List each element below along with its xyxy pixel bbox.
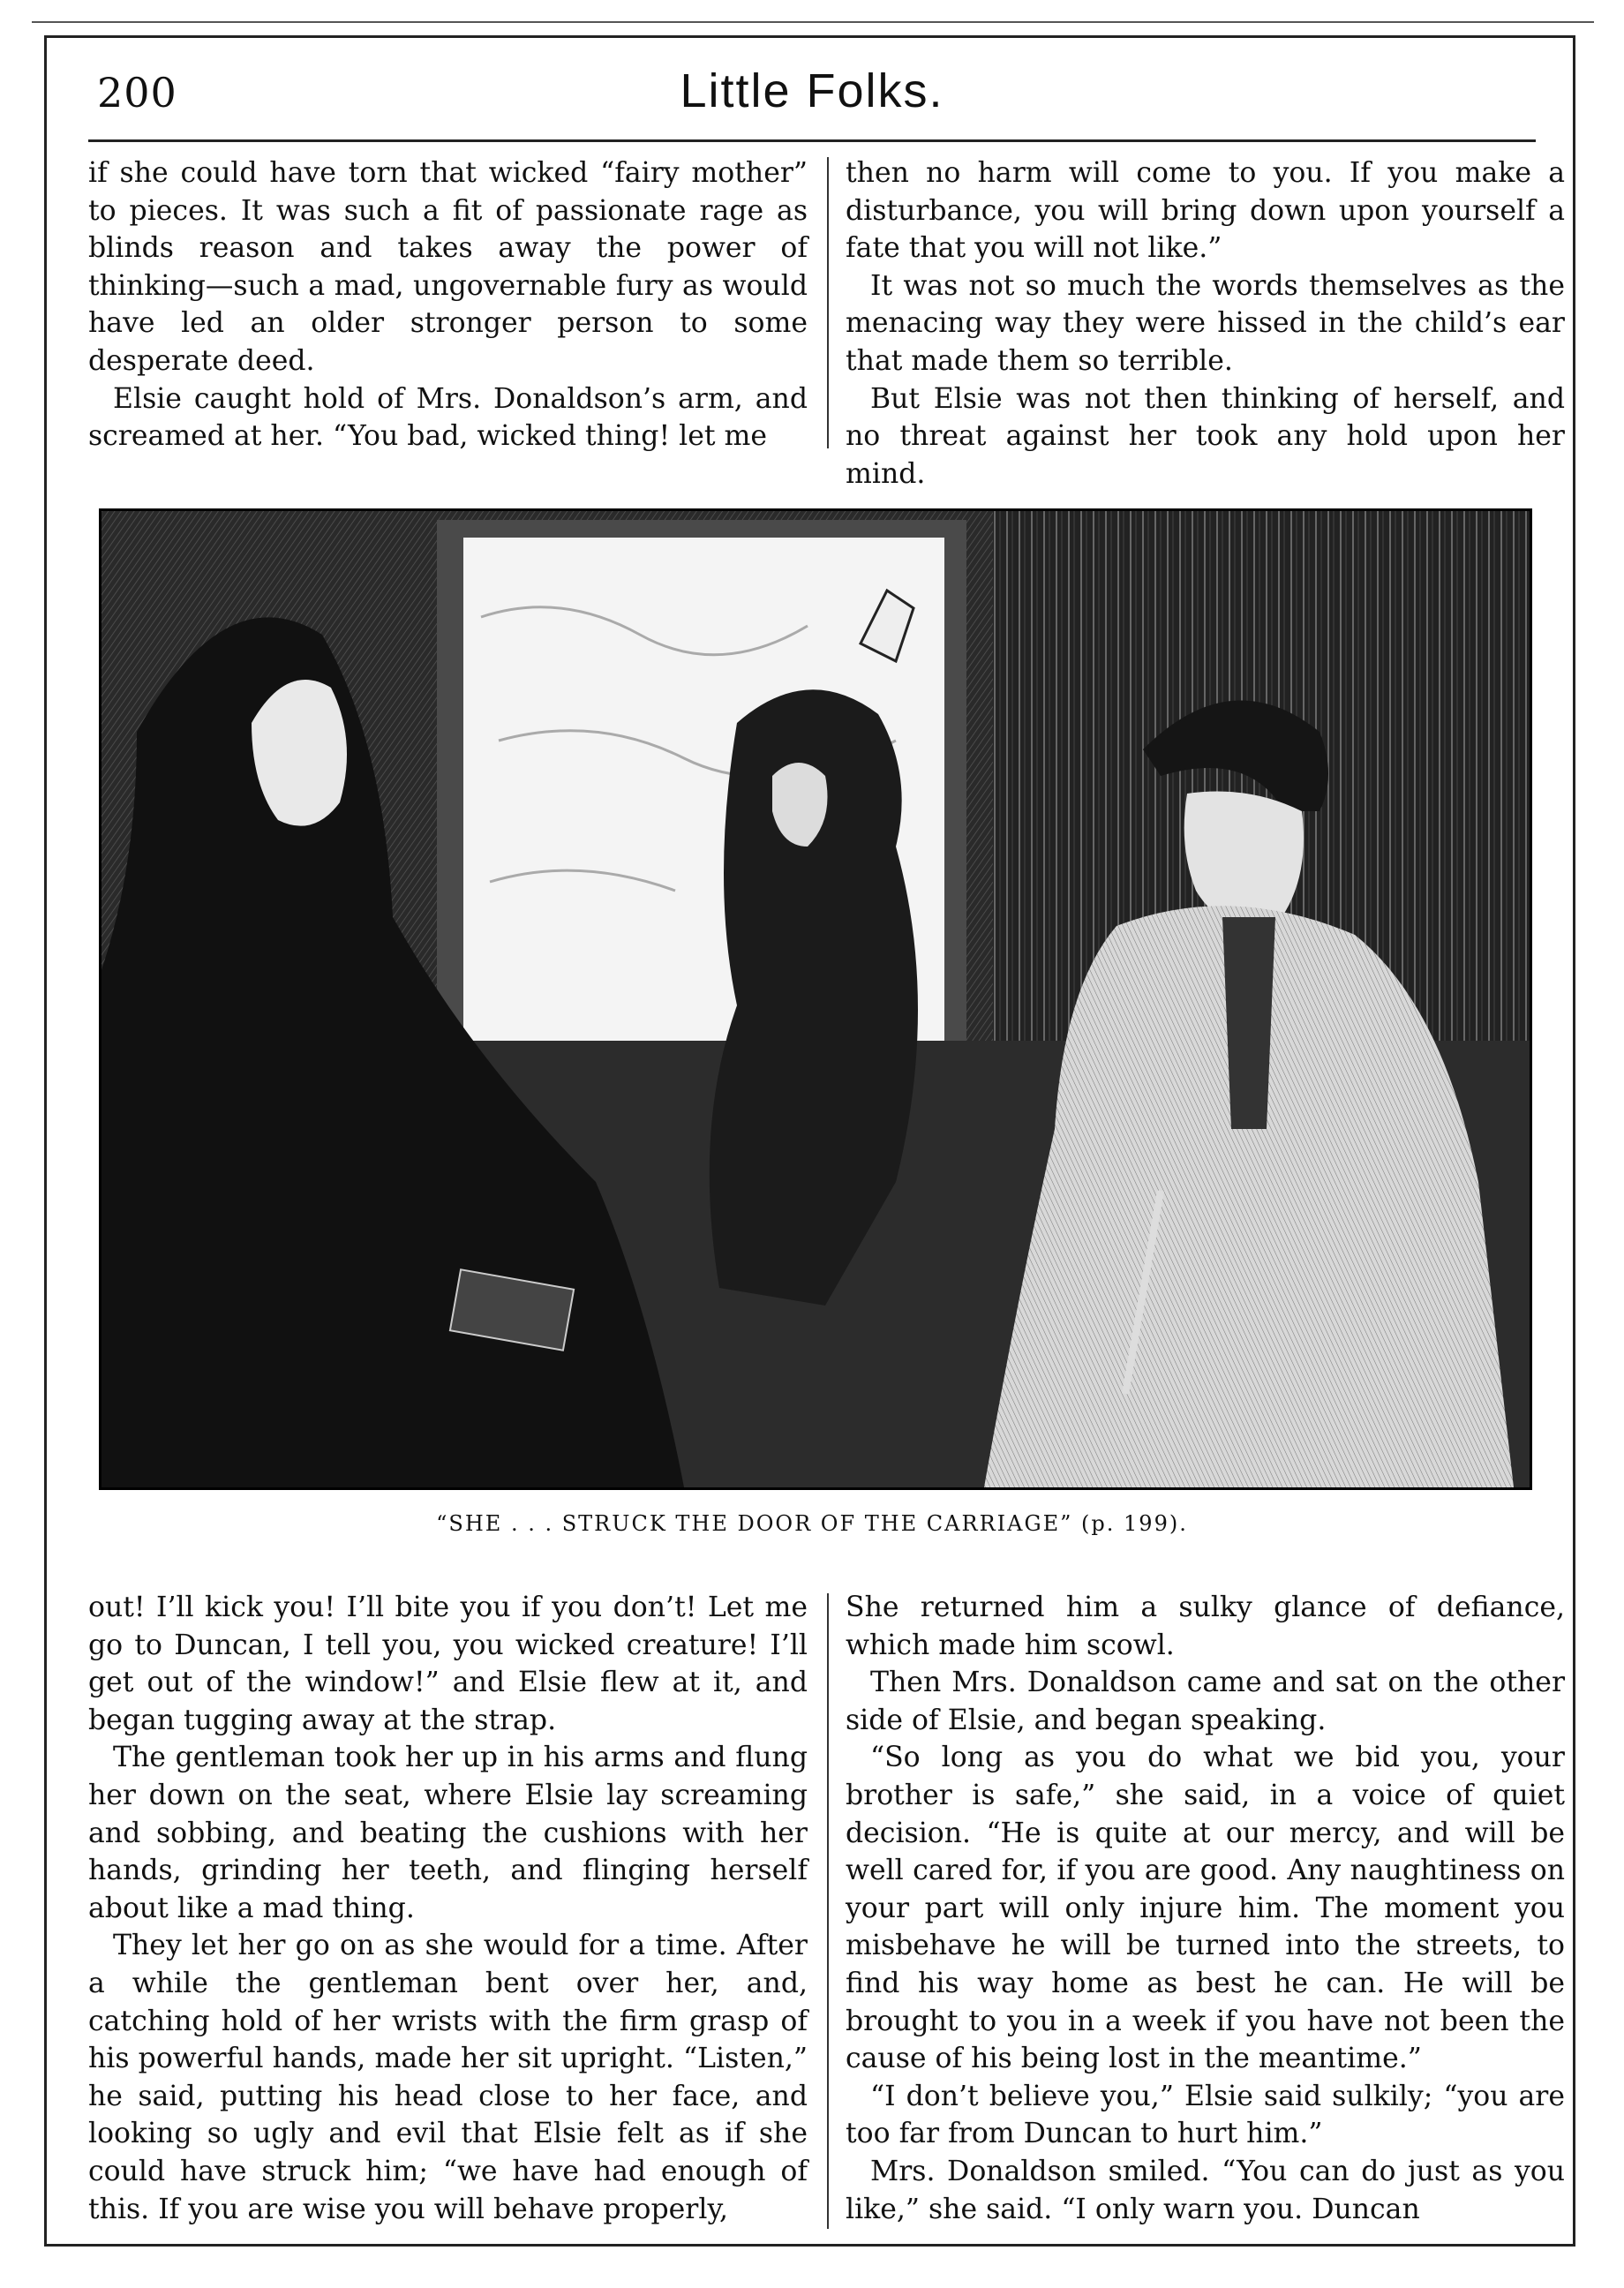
column-divider-bottom (827, 1593, 829, 2229)
paragraph: Elsie caught hold of Mrs. Donaldson’s arm, and screamed at her. “You bad, wicked thing! let me (88, 382, 808, 453)
paragraph: out! I’ll kick you! I’ll bite you if you don’t! Let me go to Duncan, I tell you, you wicked creature! I’ll get out of the window!” and Elsie flew at it, and began tugging away at the strap. (88, 1592, 808, 1736)
top-border-rule (32, 21, 1594, 23)
column-bottom-left (88, 1589, 808, 2228)
paragraph: Then Mrs. Donaldson came and sat on the other side of Elsie, and began speaking. (846, 1667, 1565, 1736)
paragraph: Mrs. Donaldson smiled. “You can do just as you like,” she said. “I only warn you. Duncan (846, 2155, 1565, 2225)
illustration-caption: “SHE . . . STRUCK THE DOOR OF THE CARRIAGE” (p. 199). (436, 1511, 1188, 1536)
running-head-title: Little Folks. (680, 64, 944, 117)
paragraph: They let her go on as she would for a time. After a while the gentleman bent over her, and, catching hold of her wrists with the firm grasp of his powerful hands, made her sit upright. “Listen,” he said, putting his head close to her face, and looking so ugly and evil that Elsie felt as if she could have struck him; “we have had enough of this. If you are wise you will behave properly, (88, 1930, 808, 2225)
column-top-right (846, 154, 1565, 493)
paragraph: then no harm will come to you. If you make a disturbance, you will bring down upon yourself a fate that you will not like.” (846, 157, 1565, 265)
paragraph: It was not so much the words themselves as the menacing way they were hissed in the child’s ear that made them so terrible. (846, 269, 1565, 377)
engraving-illustration (99, 508, 1532, 1490)
paragraph: “So long as you do what we bid you, your brother is safe,” she said, in a voice of quiet decision. “He is quite at our mercy, and will be well cared for, if you are good. Any naughtiness on your part will only injure him. The moment you misbehave he will be turned into the streets, to find his way home as best he can. He will be brought to you in a week if you have not been the cause of his being lost in the meantime.” (846, 1742, 1565, 2075)
column-bottom-right (846, 1589, 1565, 2228)
column-top-left (88, 154, 808, 455)
column-divider-top (827, 157, 829, 448)
header-rule (88, 139, 1536, 142)
page-number: 200 (97, 69, 177, 117)
paragraph: The gentleman took her up in his arms and flung her down on the seat, where Elsie lay screaming and sobbing, and beating the cushions with her hands, grinding her teeth, and flinging herself about like a mad thing. (88, 1742, 808, 1924)
paragraph: “I don’t believe you,” Elsie said sulkily; “you are too far from Duncan to hurt him.” (846, 2080, 1565, 2150)
paragraph: But Elsie was not then thinking of herself, and no threat against her took any hold upon her mind. (846, 382, 1565, 490)
paragraph: if she could have torn that wicked “fairy mother” to pieces. It was such a fit of passionate rage as blinds reason and takes away the power of thinking—such a mad, ungovernable fury as would have led an older stronger person to some desperate deed. (88, 157, 808, 377)
paragraph: She returned him a sulky glance of defiance, which made him scowl. (846, 1592, 1565, 1661)
man-waistcoat (1222, 917, 1275, 1129)
